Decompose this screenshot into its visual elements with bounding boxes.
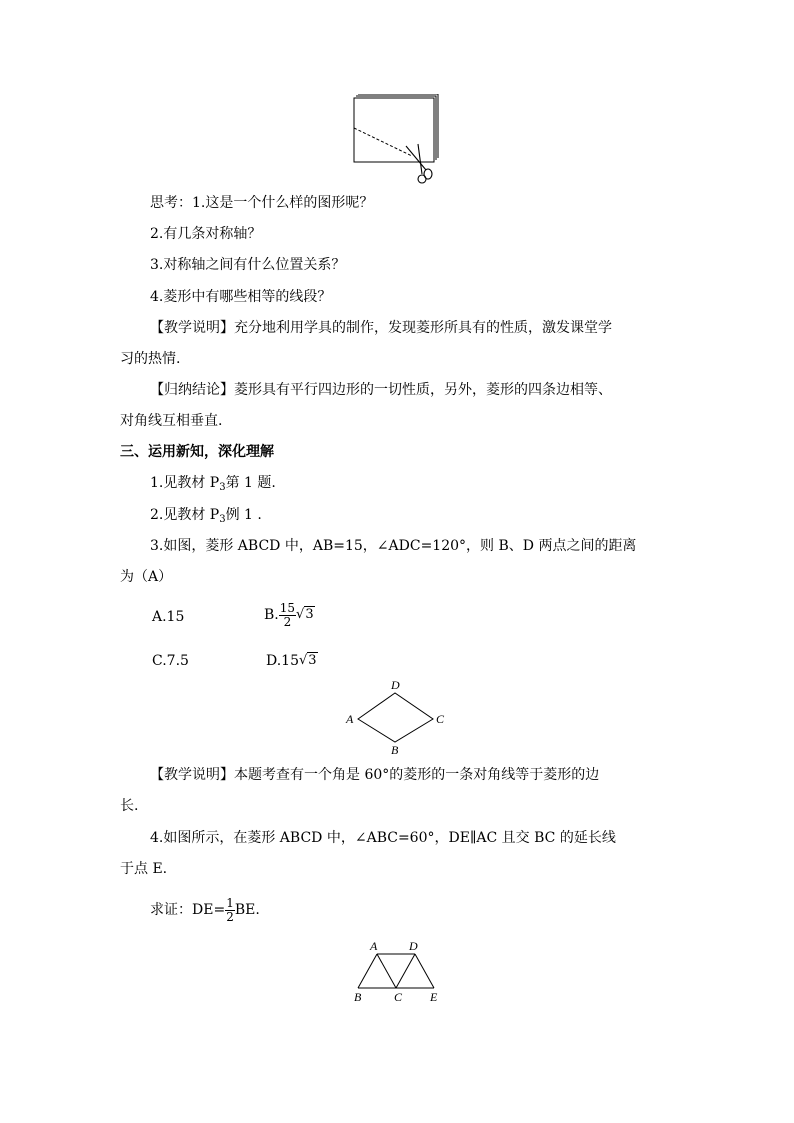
option-d-sqrt: √3 bbox=[299, 653, 317, 668]
item3-line1: 3.如图，菱形 ABCD 中，AB=15，∠ADC=120°，则 B、D 两点之间的距离 bbox=[150, 538, 637, 554]
section3-heading: 三、运用新知，深化理解 bbox=[120, 444, 274, 460]
fig1-label-c: C bbox=[436, 712, 445, 726]
think-q2: 2.有几条对称轴？ bbox=[150, 226, 262, 242]
paper-back-edge bbox=[356, 96, 436, 160]
prove-post: BE. bbox=[234, 902, 260, 918]
prove-statement bbox=[150, 893, 260, 927]
option-c: C.7.5 bbox=[152, 653, 189, 669]
teaching-note-1-line2: 习的热情. bbox=[120, 351, 181, 367]
prove-fraction bbox=[225, 897, 235, 924]
option-d bbox=[266, 652, 318, 670]
side-ab bbox=[358, 954, 377, 988]
line-de bbox=[415, 954, 434, 988]
item1-post: 第 1 题. bbox=[225, 475, 276, 491]
side-dc bbox=[396, 954, 415, 988]
item2 bbox=[150, 506, 262, 529]
fig2-label-c: C bbox=[394, 990, 403, 1004]
prove-num: 1 bbox=[226, 895, 234, 910]
item3-line2: 为（A） bbox=[120, 569, 173, 585]
item2-post: 例 1 . bbox=[225, 507, 262, 523]
teaching-note-2-line2: 长. bbox=[120, 798, 139, 814]
fig2-label-b: B bbox=[354, 990, 362, 1004]
rhombus-outline bbox=[358, 693, 433, 742]
teaching-note-1-line1: 【教学说明】充分地利用学具的制作，发现菱形所具有的性质，激发课堂学 bbox=[150, 320, 612, 336]
fig1-label-b: B bbox=[391, 743, 399, 757]
fig2-label-d: D bbox=[409, 939, 418, 953]
option-b-sqrt: √3 bbox=[296, 607, 314, 622]
fig1-label-a: A bbox=[346, 712, 354, 726]
fig2-label-e: E bbox=[430, 990, 438, 1004]
paper-front bbox=[354, 98, 434, 162]
item1-pre: 1.见教材 P bbox=[150, 475, 220, 491]
item2-sub: 3 bbox=[219, 514, 226, 525]
option-b-den: 2 bbox=[283, 614, 292, 629]
item1-sub: 3 bbox=[219, 482, 226, 493]
conclusion-line1: 【归纳结论】菱形具有平行四边形的一切性质，另外，菱形的四条边相等、 bbox=[150, 382, 612, 398]
item4-line2: 于点 E. bbox=[120, 861, 168, 877]
think-q3: 3.对称轴之间有什么位置关系？ bbox=[150, 257, 346, 273]
teaching-note-2-line1: 【教学说明】本题考查有一个角是 60°的菱形的一条对角线等于菱形的边 bbox=[150, 767, 600, 783]
item4-line1: 4.如图所示，在菱形 ABCD 中，∠ABC=60°，DE∥AC 且交 BC 的延长线 bbox=[150, 830, 616, 846]
cut-line bbox=[354, 128, 412, 156]
rhombus-figure-1 bbox=[340, 676, 452, 758]
option-b-radicand: 3 bbox=[305, 607, 314, 622]
think-q1: 思考：1.这是一个什么样的图形呢？ bbox=[150, 195, 374, 211]
diagonal-ac bbox=[377, 954, 396, 988]
prove-pre: 求证：DE= bbox=[150, 902, 226, 918]
fig2-label-a: A bbox=[370, 939, 378, 953]
paper-back-edge-2 bbox=[358, 94, 438, 158]
think-q4: 4.菱形中有哪些相等的线段？ bbox=[150, 289, 332, 305]
scissors-icon bbox=[406, 144, 432, 183]
folded-paper-scissors-figure bbox=[350, 94, 440, 184]
rhombus-figure-2 bbox=[348, 934, 448, 1006]
option-a: A.15 bbox=[152, 609, 185, 625]
fig1-label-d: D bbox=[391, 678, 400, 692]
option-b-num: 15 bbox=[279, 600, 296, 615]
prove-den: 2 bbox=[226, 909, 234, 924]
option-b-fraction bbox=[279, 602, 296, 629]
option-d-radicand: 3 bbox=[308, 653, 317, 668]
option-d-label: D.15 bbox=[266, 653, 299, 669]
option-b bbox=[264, 598, 315, 632]
item1 bbox=[150, 474, 276, 497]
item2-pre: 2.见教材 P bbox=[150, 507, 220, 523]
option-b-label: B. bbox=[264, 607, 279, 623]
conclusion-line2: 对角线互相垂直. bbox=[120, 413, 223, 429]
